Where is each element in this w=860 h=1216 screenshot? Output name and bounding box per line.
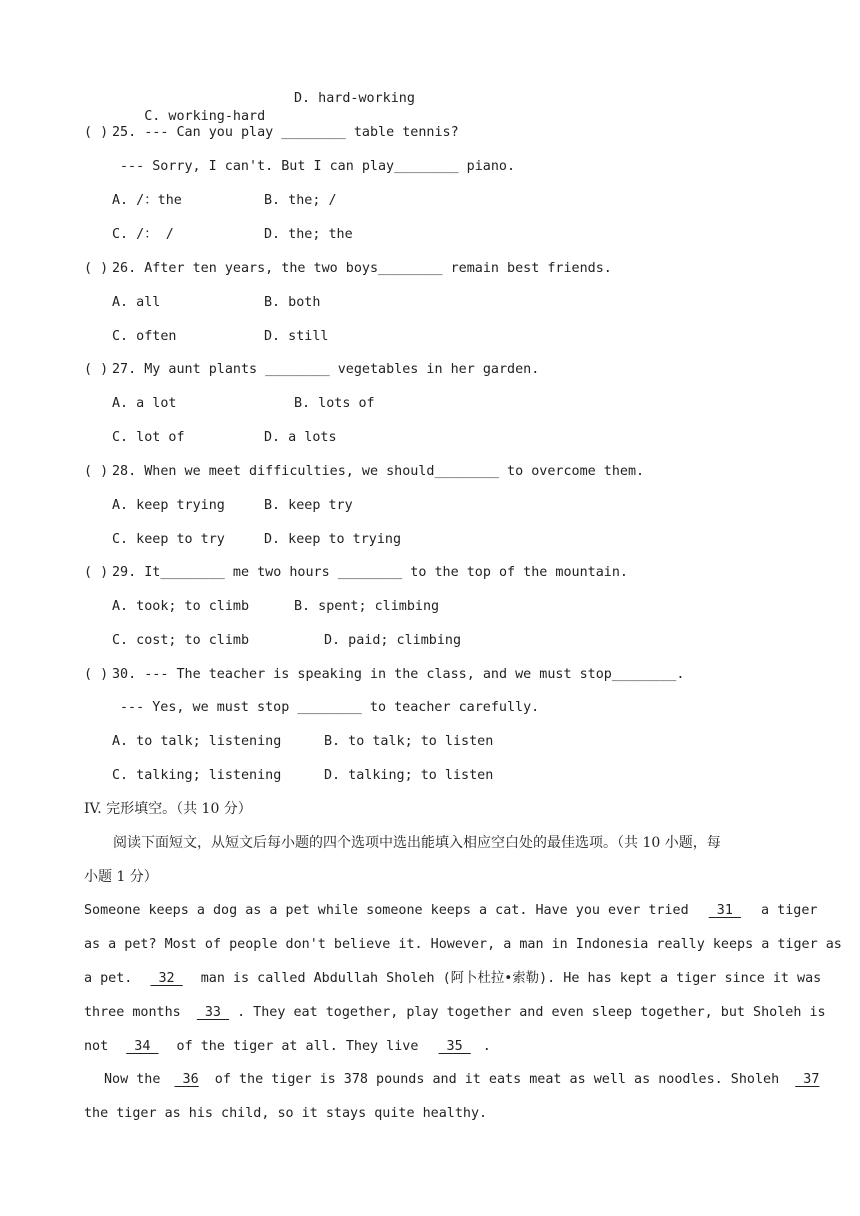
blank-36[interactable]: 36 bbox=[174, 1072, 199, 1087]
q28-option-a: A. keep trying bbox=[112, 498, 225, 513]
q24-option-d: D. hard-working bbox=[294, 91, 415, 106]
q26-option-c: C. often bbox=[112, 329, 177, 344]
q27-option-c: C. lot of bbox=[112, 430, 185, 445]
passage-line-7: the tiger as his child, so it stays quite healthy. bbox=[84, 1106, 488, 1121]
q28-option-b: B. keep try bbox=[264, 498, 353, 513]
blank-37[interactable]: 37 bbox=[795, 1072, 820, 1087]
q29-stem: 29. It________ me two hours ________ to the top of the mountain. bbox=[112, 565, 628, 580]
q27-option-a: A. a lot bbox=[112, 396, 177, 411]
passage-line-3: a pet. 32 man is called Abdullah Sholeh (阿卜杜拉•索勒). He has kept a tiger since it was bbox=[84, 971, 822, 986]
q29-answer-paren[interactable]: ( ) bbox=[84, 565, 109, 580]
q30-option-d: D. talking; to listen bbox=[324, 768, 494, 783]
q25-stem-reply: --- Sorry, I can't. But I can play________ piano. bbox=[120, 159, 516, 174]
q29-option-c: C. cost; to climb bbox=[112, 633, 250, 648]
blank-35[interactable]: 35 bbox=[438, 1039, 471, 1054]
passage-line-5: not 34 of the tiger at all. They live 35 . bbox=[84, 1039, 491, 1054]
q27-answer-paren[interactable]: ( ) bbox=[84, 362, 109, 377]
q28-option-d: D. keep to trying bbox=[264, 532, 402, 547]
blank-34[interactable]: 34 bbox=[126, 1039, 159, 1054]
q27-stem: 27. My aunt plants ________ vegetables in her garden. bbox=[112, 362, 540, 377]
q30-option-b: B. to talk; to listen bbox=[324, 734, 494, 749]
q25-answer-paren[interactable]: ( ) bbox=[84, 125, 109, 140]
q26-stem: 26. After ten years, the two boys________ remain best friends. bbox=[112, 261, 612, 276]
q26-option-d: D. still bbox=[264, 329, 329, 344]
passage-line-4: three months 33 . They eat together, play together and even sleep together, but Sholeh is bbox=[84, 1005, 826, 1020]
passage-line-1: Someone keeps a dog as a pet while someone keeps a cat. Have you ever tried 31 a tiger bbox=[84, 903, 818, 918]
q27-option-b: B. lots of bbox=[294, 396, 375, 411]
q25-option-a: A. /：the bbox=[112, 193, 182, 208]
q30-stem-reply: --- Yes, we must stop ________ to teacher carefully. bbox=[120, 700, 540, 715]
q28-stem: 28. When we meet difficulties, we should________ to overcome them. bbox=[112, 464, 645, 479]
section-iv-instructions-line2: 小题 1 分） bbox=[84, 869, 158, 885]
q28-option-c: C. keep to try bbox=[112, 532, 225, 547]
q28-answer-paren[interactable]: ( ) bbox=[84, 464, 109, 479]
q30-answer-paren[interactable]: ( ) bbox=[84, 667, 109, 682]
q25-option-d: D. the; the bbox=[264, 227, 353, 242]
passage-line-6: Now the 36 of the tiger is 378 pounds and it eats meat as well as noodles. Sholeh 37 bbox=[104, 1072, 820, 1087]
q24-option-c: C. working-hard bbox=[144, 109, 266, 124]
q29-option-b: B. spent; climbing bbox=[294, 599, 440, 614]
passage-line-2: as a pet? Most of people don't believe it. However, a man in Indonesia really keeps a tiger as bbox=[84, 937, 842, 952]
blank-33[interactable]: 33 bbox=[196, 1005, 230, 1020]
q26-option-b: B. both bbox=[264, 295, 321, 310]
q30-option-c: C. talking; listening bbox=[112, 768, 282, 783]
q25-option-c: C. /： / bbox=[112, 227, 174, 242]
q29-option-a: A. took; to climb bbox=[112, 599, 250, 614]
q25-option-b: B. the; / bbox=[264, 193, 337, 208]
blank-31[interactable]: 31 bbox=[708, 903, 741, 918]
section-iv-instructions-line1: 阅读下面短文，从短文后每小题的四个选项中选出能填入相应空白处的最佳选项。（共 10 小题，每 bbox=[113, 835, 721, 851]
q26-answer-paren[interactable]: ( ) bbox=[84, 261, 109, 276]
q27-option-d: D. a lots bbox=[264, 430, 337, 445]
q25-stem: 25. --- Can you play ________ table tennis? bbox=[112, 125, 459, 140]
q26-option-a: A. all bbox=[112, 295, 161, 310]
q30-stem: 30. --- The teacher is speaking in the class, and we must stop________. bbox=[112, 667, 685, 682]
section-iv-heading: IV. 完形填空。（共 10 分） bbox=[84, 801, 252, 817]
blank-32[interactable]: 32 bbox=[150, 971, 183, 986]
q29-option-d: D. paid; climbing bbox=[324, 633, 462, 648]
q30-option-a: A. to talk; listening bbox=[112, 734, 282, 749]
